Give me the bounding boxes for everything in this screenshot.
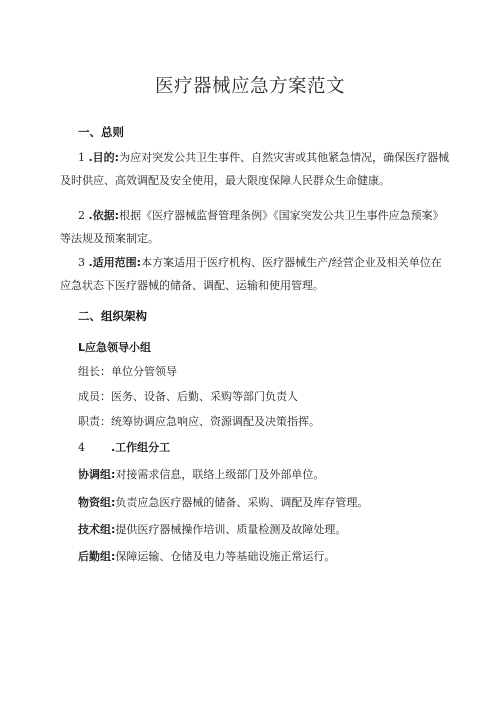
section-1-item-1 xyxy=(60,146,452,192)
item-text: 本方案适用于医疗机构、医疗器械生产/经营企业及相关单位在应急状态下医疗器械的储备、调配、运输和使用管理。 xyxy=(60,256,442,292)
item-text: 根据《医疗器械监督管理条例》《国家突发公共卫生事件应急预案》等法规及预案制定。 xyxy=(60,209,444,245)
role-logistics xyxy=(78,548,335,564)
section-1-item-3 xyxy=(60,251,452,297)
item-number: 1 xyxy=(78,151,85,164)
role-technical xyxy=(78,521,346,537)
item-number: 3 xyxy=(78,256,85,269)
group-2-heading-line xyxy=(78,439,170,455)
document-title: 医疗器械应急方案范文 xyxy=(154,76,345,97)
group-2-number: 4 xyxy=(78,441,85,454)
section-1-item-2 xyxy=(60,204,452,250)
group-1-duty: 职责：统筹协调应急响应、资源调配及决策指挥。 xyxy=(78,415,320,428)
role-label: 协调组: xyxy=(78,468,116,481)
group-1-heading: L应急领导小组 xyxy=(78,341,152,354)
role-coordination xyxy=(78,466,324,482)
role-text: 保障运输、仓储及电力等基础设施正常运行。 xyxy=(115,550,336,563)
item-text: 为应对突发公共卫生事件、自然灾害或其他紧急情况，确保医疗器械及时供应、高效调配及安全使用，最大限度保障人民群众生命健康。 xyxy=(60,151,450,187)
role-label: 物资组: xyxy=(78,496,116,509)
item-number: 2 xyxy=(78,209,85,222)
section-1-heading: 一、总则 xyxy=(78,125,124,139)
group-1-members: 成员：医务、设备、后勤、采购等部门负责人 xyxy=(78,390,298,403)
role-text: 提供医疗器械操作培训、质量检测及故障处理。 xyxy=(115,523,347,536)
item-label: .目的: xyxy=(88,151,120,164)
group-2-heading: .工作组分工 xyxy=(111,441,171,454)
section-2-heading: 二、组织架构 xyxy=(78,309,147,323)
item-label: .适用范围: xyxy=(88,256,142,269)
role-text: 对接需求信息，联络上级部门及外部单位。 xyxy=(115,468,325,481)
group-1-leader: 组长：单位分管领导 xyxy=(78,365,177,378)
item-label: .依据: xyxy=(88,209,120,222)
role-supplies xyxy=(78,494,368,510)
role-label: 技术组: xyxy=(78,523,116,536)
role-text: 负责应急医疗器械的储备、采购、调配及库存管理。 xyxy=(115,496,369,509)
role-label: 后勤组: xyxy=(78,550,116,563)
